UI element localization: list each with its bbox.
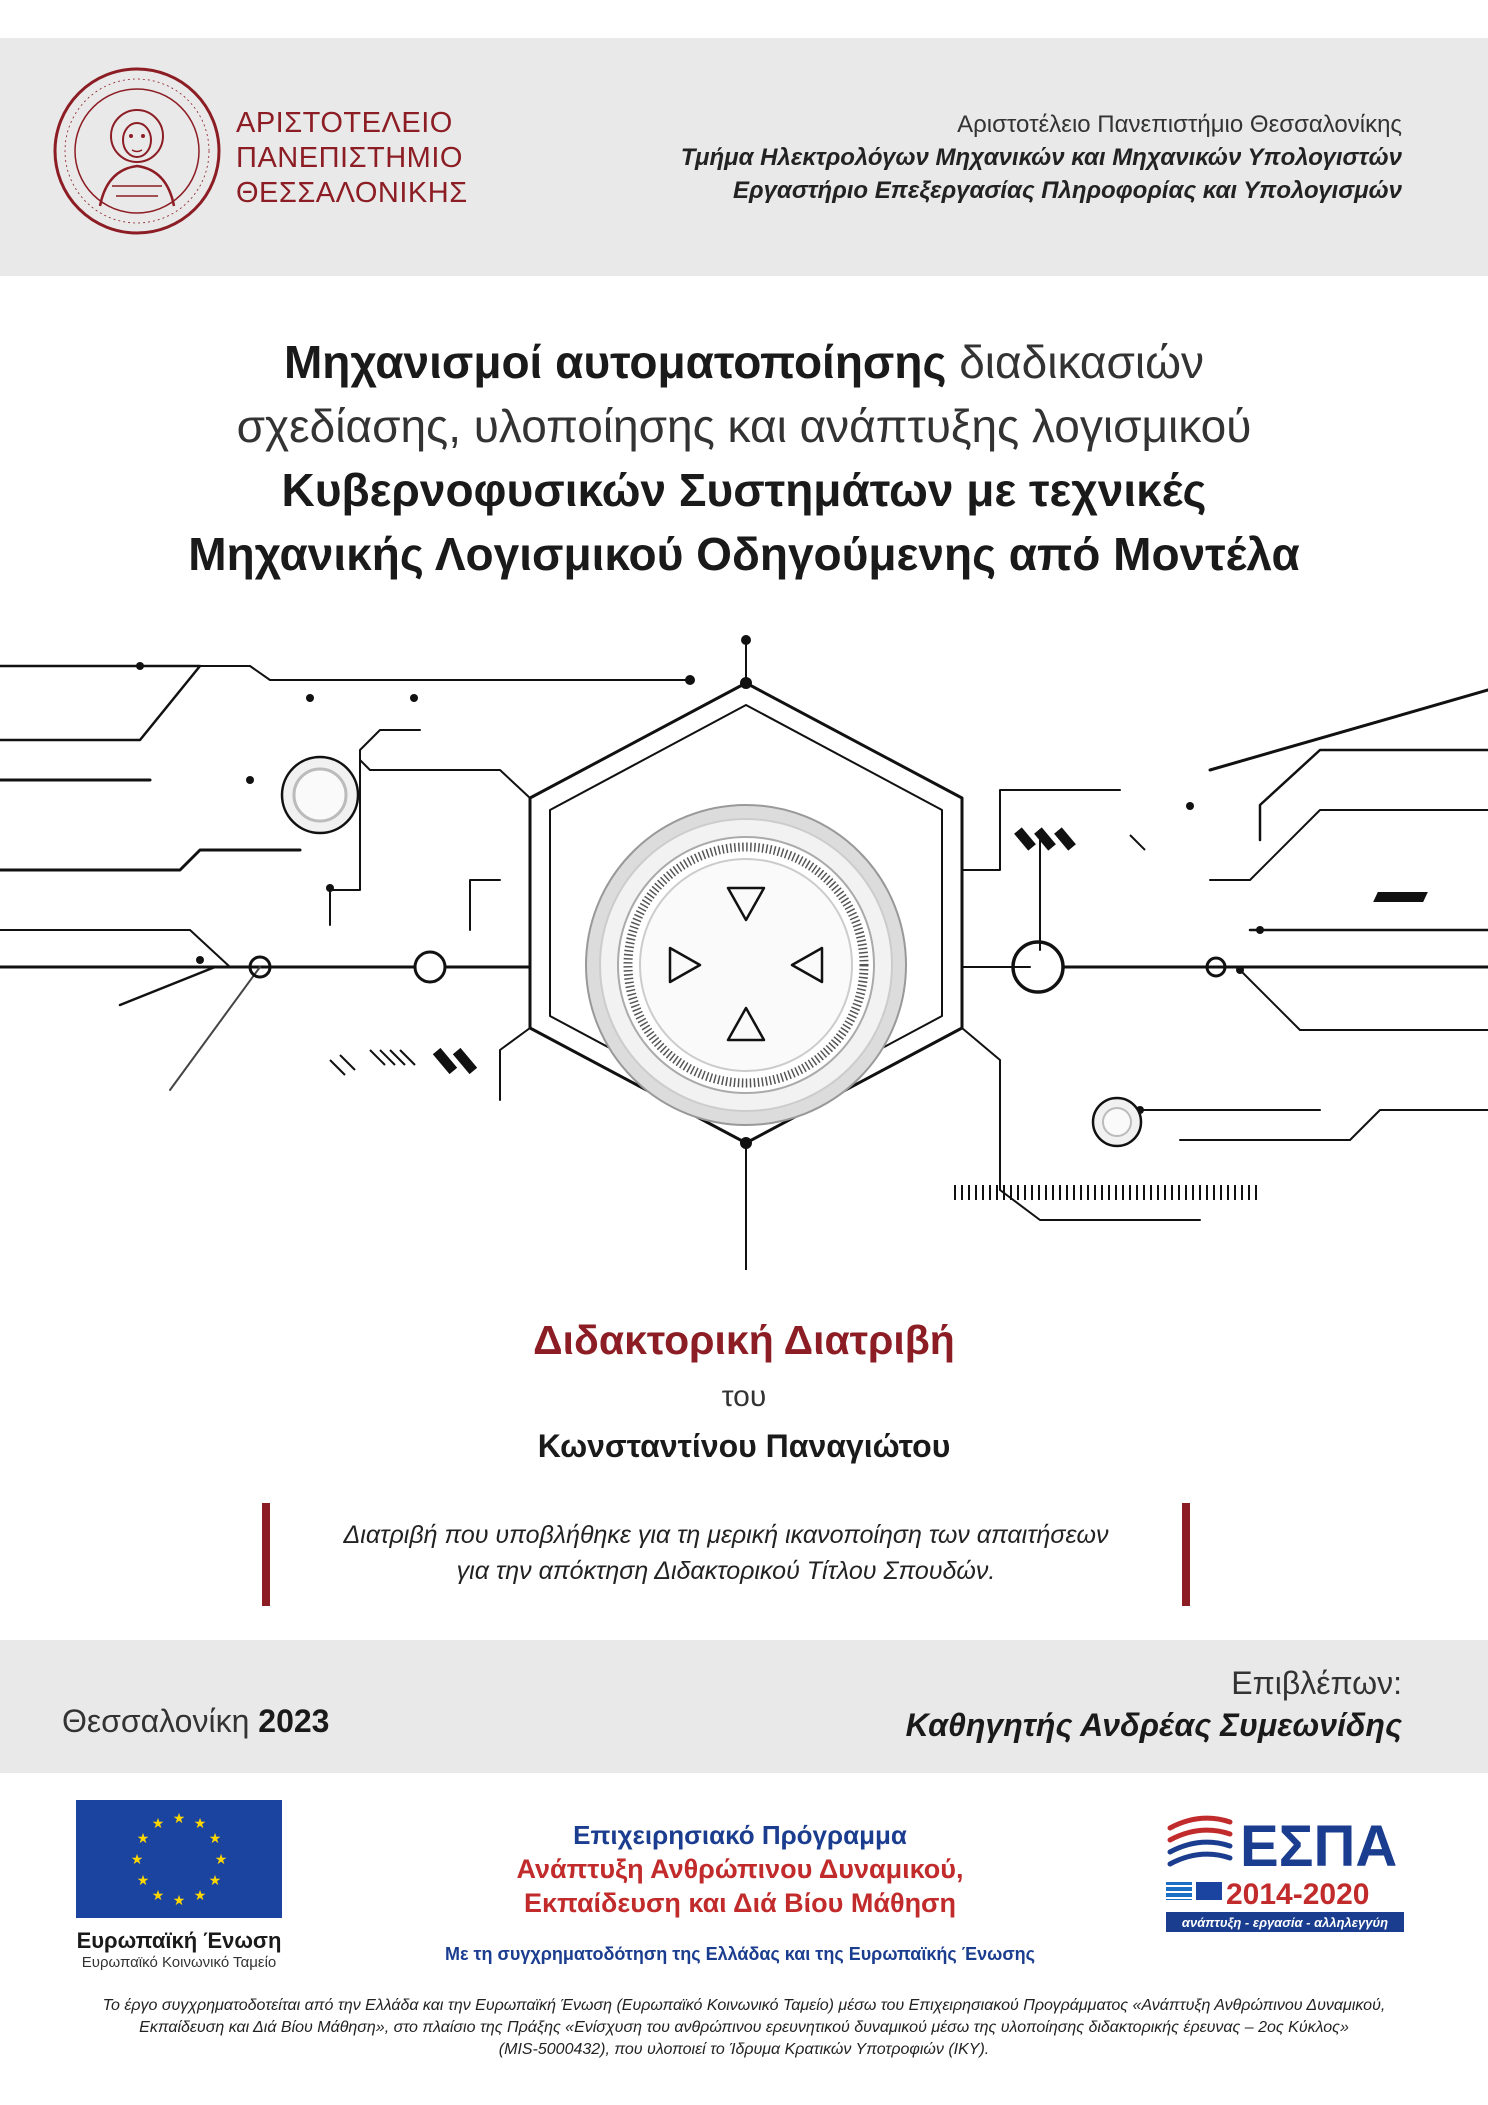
- svg-text:★: ★: [130, 1852, 144, 1868]
- statement-line: Διατριβή που υποβλήθηκε για τη μερική ικανοποίηση των απαιτήσεων: [343, 1521, 1109, 1549]
- title-line-1: [40, 330, 1448, 394]
- svg-text:★: ★: [151, 1816, 165, 1832]
- thesis-statement: [262, 1503, 1190, 1606]
- svg-text:★: ★: [208, 1873, 222, 1889]
- title-line-4-wrap: [40, 522, 1448, 586]
- university-name-line: ΘΕΣΣΑΛΟΝΙΚΗΣ: [236, 177, 468, 209]
- espa-logo: [1160, 1806, 1410, 1936]
- supervisor-role: Επιβλέπων:: [1231, 1665, 1402, 1701]
- thesis-type: Διδακτορική Διατριβή: [533, 1317, 955, 1363]
- statement-left-bar: [262, 1503, 270, 1606]
- svg-text:★: ★: [151, 1888, 165, 1904]
- op-name-line: Εκπαίδευση και Διά Βίου Μάθηση: [523, 1888, 957, 1918]
- footnote-line: (MIS-5000432), που υλοποιεί το Ίδρυμα Κρατικών Υποτροφιών (ΙΚΥ).: [498, 2041, 990, 2058]
- espa-years: 2014-2020: [1226, 1878, 1370, 1911]
- thesis-title: [40, 330, 1448, 586]
- eu-name: Ευρωπαϊκή Ένωση: [76, 1928, 282, 1953]
- university-name-line: ΠΑΝΕΠΙΣΤΗΜΙΟ: [236, 142, 463, 174]
- espa-slogan: ανάπτυξη - εργασία - αλληλεγγύη: [1181, 1915, 1389, 1930]
- operational-programme: [400, 1818, 1080, 1965]
- svg-text:★: ★: [136, 1873, 150, 1889]
- laboratory-name: Εργαστήριο Επεξεργασίας Πληροφορίας και Υπολογισμών: [733, 177, 1402, 204]
- title-line-4: Μηχανικής Λογισμικού Οδηγούμενης από Μοντέλα: [188, 528, 1300, 580]
- place-year: [62, 1703, 329, 1740]
- circuit-board-illustration: [0, 630, 1488, 1270]
- title-line-2: σχεδίασης, υλοποίησης και ανάπτυξης λογισμικού: [236, 400, 1252, 452]
- op-name-line: Ανάπτυξη Ανθρώπινου Δυναμικού,: [516, 1854, 964, 1884]
- author-name: Κωνσταντίνου Παναγιώτου: [537, 1428, 951, 1464]
- footnote-line: Το έργο συγχρηματοδοτείται από την Ελλάδα και την Ευρωπαϊκή Ένωση (Ευρωπαϊκό Κοινωνικό Ταμείο) μέσω του Επιχειρησιακού Προγράμματος «Ανάπτυξη Ανθρώπινου Δυναμικού,: [102, 1997, 1386, 2014]
- university-seal-icon: [52, 66, 222, 236]
- eu-fund-name: Ευρωπαϊκό Κοινωνικό Ταμείο: [81, 1954, 277, 1971]
- university-full-name: Αριστοτέλειο Πανεπιστήμιο Θεσσαλονίκης: [957, 111, 1402, 138]
- statement-right-bar: [1182, 1503, 1190, 1606]
- footnote-line: Εκπαίδευση και Διά Βίου Μάθηση», στο πλαίσιο της Πράξης «Ενίσχυση του ανθρώπινου ερευνητικού δυναμικού μέσω της υλοποίησης διδακτορικής έρευνας – 2ος Κύκλος»: [139, 2019, 1349, 2036]
- title-line-3-wrap: [40, 458, 1448, 522]
- op-title: Επιχειρησιακό Πρόγραμμα: [573, 1820, 907, 1850]
- place: Θεσσαλονίκη: [62, 1703, 259, 1739]
- institution-info: [681, 108, 1402, 207]
- year: 2023: [258, 1703, 330, 1739]
- supervisor: [906, 1662, 1402, 1746]
- eu-flag-icon: [76, 1800, 282, 1918]
- funding-footnote: [40, 1995, 1448, 2061]
- title-line-1-bold: Μηχανισμοί αυτοματοποίησης: [283, 336, 947, 388]
- svg-text:★: ★: [208, 1831, 222, 1847]
- university-name-logo: [236, 106, 468, 211]
- svg-text:★: ★: [214, 1852, 228, 1868]
- svg-text:★: ★: [193, 1816, 207, 1832]
- svg-text:★: ★: [136, 1831, 150, 1847]
- eu-logo: [76, 1800, 282, 1971]
- department-name: Τμήμα Ηλεκτρολόγων Μηχανικών και Μηχανικών Υπολογιστών: [680, 144, 1402, 171]
- svg-text:★: ★: [172, 1893, 186, 1909]
- title-line-3: Κυβερνοφυσικών Συστημάτων με τεχνικές: [281, 464, 1207, 516]
- title-line-1-light: διαδικασιών: [946, 336, 1205, 388]
- statement-line: για την απόκτηση Διδακτορικού Τίτλου Σπουδών.: [456, 1557, 996, 1585]
- op-cofund: Με τη συγχρηματοδότηση της Ελλάδας και της Ευρωπαϊκής Ένωσης: [444, 1944, 1036, 1964]
- svg-text:★: ★: [193, 1888, 207, 1904]
- svg-text:★: ★: [172, 1811, 186, 1827]
- thesis-of: του: [721, 1380, 767, 1413]
- statement-text: [282, 1517, 1170, 1589]
- espa-name: ΕΣΠΑ: [1240, 1814, 1398, 1879]
- university-name-line: ΑΡΙΣΤΟΤΕΛΕΙΟ: [236, 107, 453, 139]
- supervisor-name: Καθηγητής Ανδρέας Συμεωνίδης: [905, 1707, 1402, 1743]
